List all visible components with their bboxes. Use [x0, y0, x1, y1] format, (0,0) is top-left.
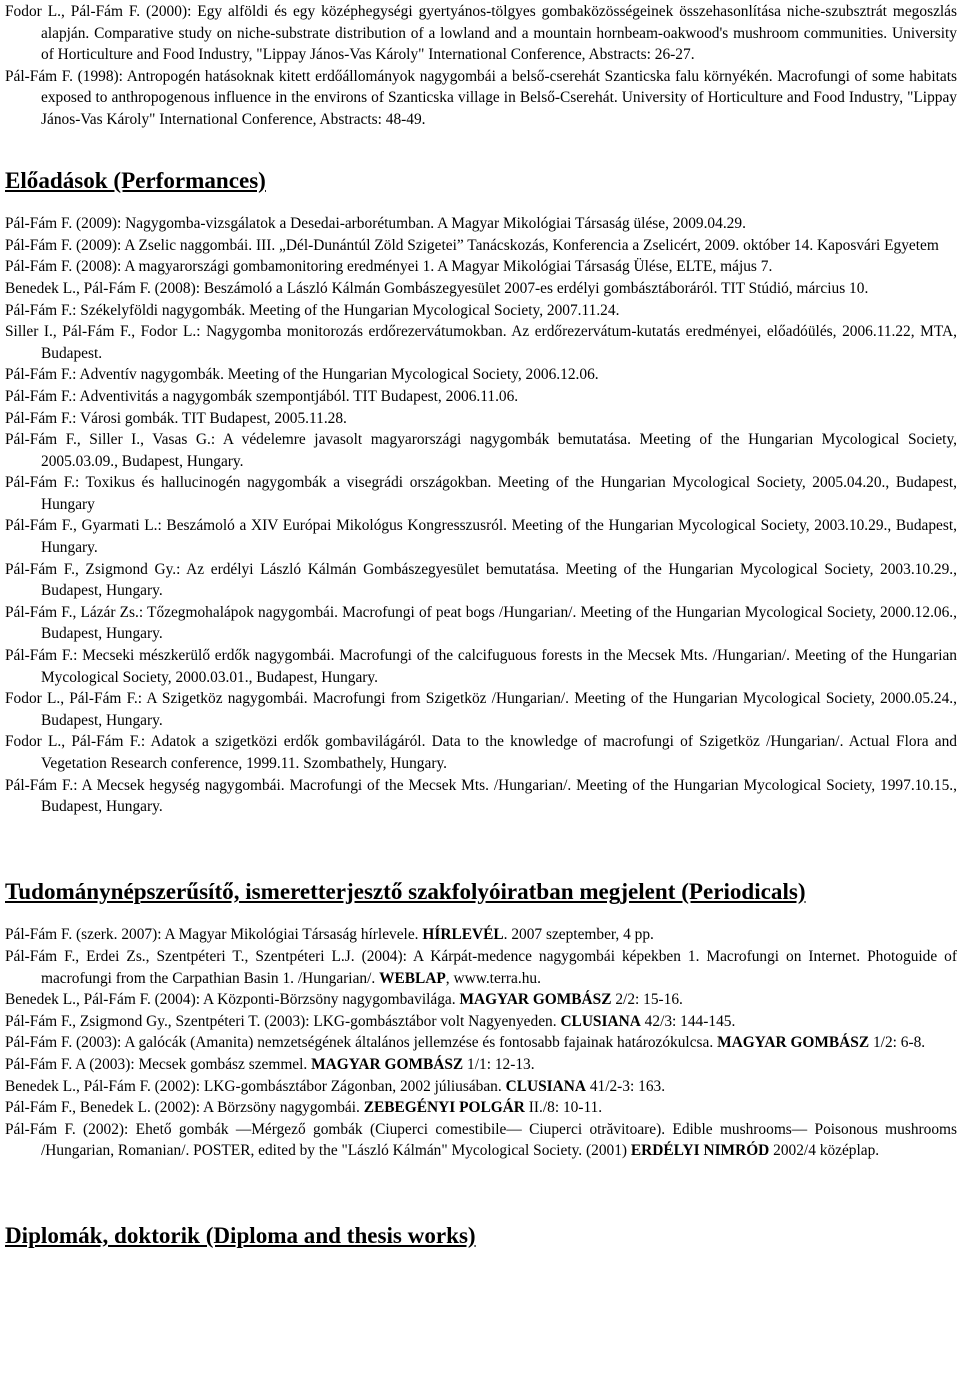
- performance-entry: Pál-Fám F.: A Mecsek hegység nagygombái. Macrofungi of the Mecsek Mts. /Hungarian/. Meeting of the Hungarian Mycological Society, 1997.10.15., Budapest, Hungary.: [5, 776, 957, 816]
- performances-heading: Előadások (Performances): [5, 166, 266, 193]
- periodical-entry: Benedek L., Pál-Fám F. (2004): A Központi-Börzsöny nagygombavilága. MAGYAR GOMBÁSZ 2/2: 15-16.: [5, 991, 683, 1009]
- periodicals-list: [5, 924, 957, 1162]
- performance-entry: Pál-Fám F. (2009): A Zselic naggombái. III. „Dél-Dunántúl Zöld Szigetei” Tanácskozás, Konferencia a Zselicért, 2009. október 14. Kaposvári Egyetem: [5, 236, 939, 254]
- periodical-entry: Pál-Fám F. (szerk. 2007): A Magyar Mikológiai Társaság hírlevele. HÍRLEVÉL. 2007 szeptember, 4 pp.: [5, 926, 654, 944]
- performance-entry: Fodor L., Pál-Fám F.: Adatok a szigetközi erdők gombavilágáról. Data to the knowledge of macrofungi of Szigetköz /Hungarian/. Actual Flora and Vegetation Research conference, 1999.11. Szombathely, Hungary.: [5, 733, 957, 772]
- performance-entry: Pál-Fám F., Gyarmati L.: Beszámoló a XIV Európai Mikológus Kongresszusról. Meeting of the Hungarian Mycological Society, 2003.10.29., Budapest, Hungary.: [5, 517, 957, 557]
- periodicals-heading: Tudománynépszerűsítő, ismeretterjesztő szakfolyóiratban megjelent (Periodicals): [5, 877, 806, 904]
- journal-name: MAGYAR GOMBÁSZ: [459, 991, 612, 1009]
- periodical-entry: Pál-Fám F., Zsigmond Gy., Szentpéteri T. (2003): LKG-gombásztábor volt Nagyenyeden. CLUSIANA 42/3: 144-145.: [5, 1012, 736, 1030]
- diplomas-heading: Diplomák, doktorik (Diploma and thesis works): [5, 1221, 476, 1248]
- performances-list: [5, 213, 957, 818]
- performance-entry: Benedek L., Pál-Fám F. (2008): Beszámoló a László Kálmán Gombászegyesület 2007-es erdélyi gombásztáboráról. TIT Stúdió, március 10.: [5, 279, 869, 297]
- journal-name: MAGYAR GOMBÁSZ: [717, 1034, 870, 1052]
- performance-entry: Pál-Fám F.: Toxikus és hallucinogén nagygombák a visegrádi országokban. Meeting of the Hungarian Mycological Society, 2005.04.20., Budapest, Hungary: [5, 474, 957, 513]
- performance-entry: Pál-Fám F.: Mecseki mészkerülő erdők nagygombái. Macrofungi of the calcifuguous forests in the Mecsek Mts. /Hungarian/. Meeting of the Hungarian Mycological Society, 2000.03.01., Budapest, Hungary.: [5, 647, 957, 686]
- periodical-entry: Pál-Fám F. (2002): Ehető gombák —Mérgező gombák (Ciuperci comestibile— Ciuperci otrăvitoare). Edible mushrooms— Poisonous mushrooms /Hungarian, Romanian/. POSTER, edited by the "László Kálmán" Mycological Society. (2001) ERDÉLYI NIMRÓD 2002/4 középlap.: [5, 1120, 957, 1160]
- periodical-entry: Pál-Fám F., Benedek L. (2002): A Börzsöny nagygombái. ZEBEGÉNYI POLGÁR II./8: 10-11.: [5, 1099, 603, 1117]
- document-page: [0, 1, 960, 1393]
- performance-entry: Pál-Fám F.: Adventív nagygombák. Meeting of the Hungarian Mycological Society, 2006.12.06.: [5, 366, 599, 384]
- journal-name: ERDÉLYI NIMRÓD: [630, 1142, 770, 1160]
- performance-entry: Pál-Fám F.: Városi gombák. TIT Budapest, 2005.11.28.: [5, 409, 347, 427]
- performance-entry: Pál-Fám F., Lázár Zs.: Tőzegmohalápok nagygombái. Macrofungi of peat bogs /Hungarian/. Meeting of the Hungarian Mycological Society, 2000.12.06., Budapest, Hungary.: [5, 603, 957, 643]
- performance-entry: Fodor L., Pál-Fám F.: A Szigetköz nagygombái. Macrofungi from Szigetköz /Hungarian/. Meeting of the Hungarian Mycological Society, 2000.05.24., Budapest, Hungary.: [5, 690, 957, 729]
- journal-name: HÍRLEVÉL: [422, 926, 504, 944]
- performance-entry: Pál-Fám F., Siller I., Vasas G.: A védelemre javasolt magyarországi nagygombák bemutatása. Meeting of the Hungarian Mycological Society, 2005.03.09., Budapest, Hungary.: [5, 431, 957, 470]
- performance-entry: Pál-Fám F. (2009): Nagygomba-vizsgálatok a Desedai-arborétumban. A Magyar Mikológiai Társaság ülése, 2009.04.29.: [5, 215, 746, 233]
- journal-name: MAGYAR GOMBÁSZ: [311, 1055, 464, 1073]
- performance-entry: Pál-Fám F.: Székelyföldi nagygombák. Meeting of the Hungarian Mycological Society, 2007.11.24.: [5, 301, 620, 319]
- performance-entry: Siller I., Pál-Fám F., Fodor L.: Nagygomba monitorozás erdőrezervátumokban. Az erdőrezervátum-kutatás eredményei, előadóülés, 2006.11.22, MTA, Budapest.: [5, 323, 957, 362]
- journal-name: CLUSIANA: [505, 1077, 586, 1095]
- periodical-entry: Pál-Fám F. A (2003): Mecsek gombász szemmel. MAGYAR GOMBÁSZ 1/1: 12-13.: [5, 1055, 535, 1073]
- intro-references: [5, 1, 957, 131]
- periodical-entry: Benedek L., Pál-Fám F. (2002): LKG-gombásztábor Zágonban, 2002 júliusában. CLUSIANA 41/2-3: 163.: [5, 1077, 666, 1095]
- performance-entry: Pál-Fám F.: Adventivitás a nagygombák szempontjából. TIT Budapest, 2006.11.06.: [5, 387, 519, 405]
- journal-name: ZEBEGÉNYI POLGÁR: [363, 1099, 525, 1117]
- performance-entry: Pál-Fám F. (2008): A magyarországi gombamonitoring eredményei 1. A Magyar Mikológiai Társaság Ülése, ELTE, május 7.: [5, 258, 773, 276]
- reference-entry: Pál-Fám F. (1998): Antropogén hatásoknak kitett erdőállományok nagygombái a belső-cserehát Szanticska falu környékén. Macrofungi of some habitats exposed to anthropogenous influence in the environs of Szanticska village in Belső-Cserehát. University of Horticulture and Food Industry, "Lippay János-Vas Károly" International Conference, Abstracts: 48-49.: [5, 67, 957, 128]
- periodical-entry: Pál-Fám F. (2003): A galócák (Amanita) nemzetségének általános jellemzése és fontosabb fajainak határozókulcsa. MAGYAR GOMBÁSZ 1/2: 6-8.: [5, 1034, 926, 1052]
- reference-entry: Fodor L., Pál-Fám F. (2000): Egy alföldi és egy középhegységi gyertyános-tölgyes gombaközösségeinek összehasonlítása niche-szubsztrát megoszlás alapján. Comparative study on niche-substrate distribution of a lowland and a mountain hornbeam-oakwood's mushroom communities. University of Horticulture and Food Industry, "Lippay János-Vas Károly" International Conference, Abstracts: 26-27.: [5, 3, 957, 64]
- periodical-entry: Pál-Fám F., Erdei Zs., Szentpéteri T., Szentpéteri L.J. (2004): A Kárpát-medence nagygombái képekben 1. Macrofungi on Internet. Photoguide of macrofungi from the Carpathian Basin 1. /Hungarian/. WEBLAP, www.terra.hu.: [5, 947, 957, 987]
- journal-name: WEBLAP: [379, 969, 446, 987]
- performance-entry: Pál-Fám F., Zsigmond Gy.: Az erdélyi László Kálmán Gombászegyesület bemutatása. Meeting of the Hungarian Mycological Society, 2003.10.29., Budapest, Hungary.: [5, 560, 957, 600]
- journal-name: CLUSIANA: [560, 1012, 641, 1030]
